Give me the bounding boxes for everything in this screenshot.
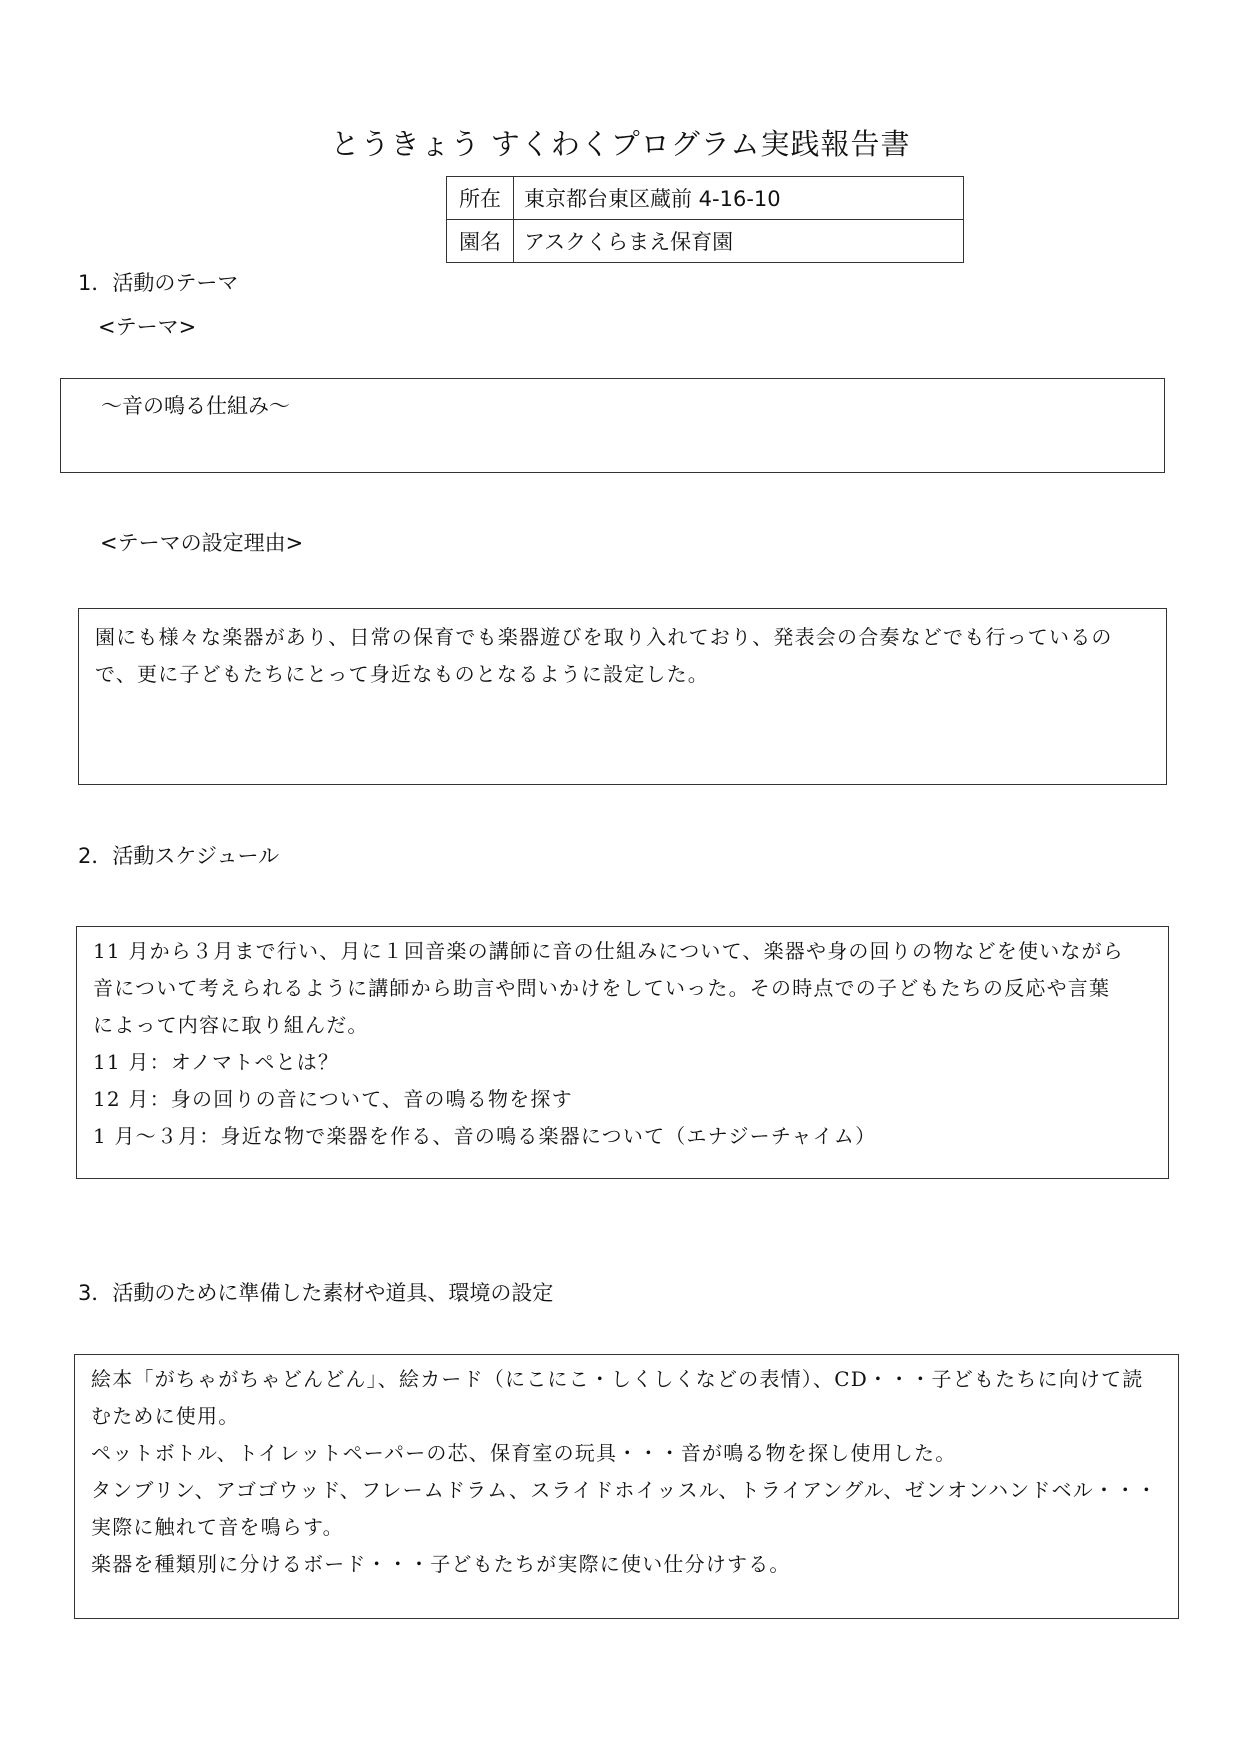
- schedule-line: 音について考えられるように講師から助言や問いかけをしていった。その時点での子どもたちの反応や言葉: [93, 976, 1111, 1000]
- materials-line: タンブリン、アゴゴウッド、フレームドラム、スライドホイッスル、トライアングル、ゼンオンハンドベル・・・: [91, 1478, 1158, 1502]
- schedule-box: [76, 926, 1169, 1179]
- reason-line: 園にも様々な楽器があり、日常の保育でも楽器遊びを取り入れており、発表会の合奏などでも行っているの: [95, 625, 1113, 649]
- schedule-line: 11 月から３月まで行い、月に１回音楽の講師に音の仕組みについて、楽器や身の回りの物などを使いながら: [93, 939, 1125, 963]
- info-row-nursery: [447, 220, 964, 263]
- schedule-line: 12 月：身の回りの音について、音の鳴る物を探す: [93, 1087, 573, 1111]
- materials-box: [74, 1354, 1179, 1619]
- materials-line: 実際に触れて音を鳴らす。: [91, 1515, 344, 1539]
- schedule-line: 1 月～３月：身近な物で楽器を作る、音の鳴る楽器について（エナジーチャイム）: [93, 1124, 877, 1148]
- location-value: 東京都台東区蔵前 4-16-10: [514, 177, 964, 220]
- section1-heading: 1．活動のテーマ: [78, 271, 239, 295]
- reason-box: [78, 608, 1167, 785]
- theme-label: <テーマ>: [98, 315, 197, 339]
- nursery-value: アスクくらまえ保育園: [514, 220, 964, 263]
- reason-label: <テーマの設定理由>: [100, 531, 304, 555]
- nursery-label: 園名: [447, 220, 514, 263]
- theme-box: [60, 378, 1165, 473]
- schedule-line: によって内容に取り組んだ。: [93, 1013, 369, 1037]
- reason-line: で、更に子どもたちにとって身近なものとなるように設定した。: [95, 662, 709, 686]
- materials-line: むために使用。: [91, 1404, 240, 1428]
- section3-heading: 3．活動のために準備した素材や道具、環境の設定: [78, 1281, 554, 1305]
- info-row-location: [447, 177, 964, 220]
- theme-text: ～音の鳴る仕組み～: [101, 394, 290, 418]
- materials-line: ペットボトル、トイレットペーパーの芯、保育室の玩具・・・音が鳴る物を探し使用した。: [91, 1441, 957, 1465]
- schedule-line: 11 月：オノマトペとは？: [93, 1050, 340, 1074]
- materials-line: 楽器を種類別に分けるボード・・・子どもたちが実際に使い仕分けする。: [91, 1552, 791, 1576]
- document-title: とうきょう すくわくプログラム実践報告書: [330, 127, 911, 161]
- location-label: 所在: [447, 177, 514, 220]
- section2-heading: 2．活動スケジュール: [78, 844, 280, 868]
- materials-line: 絵本「がちゃがちゃどんどん」、絵カード（にこにこ・しくしくなどの表情）、CD・・・子どもたちに向けて読: [91, 1367, 1144, 1391]
- info-table: [446, 176, 964, 263]
